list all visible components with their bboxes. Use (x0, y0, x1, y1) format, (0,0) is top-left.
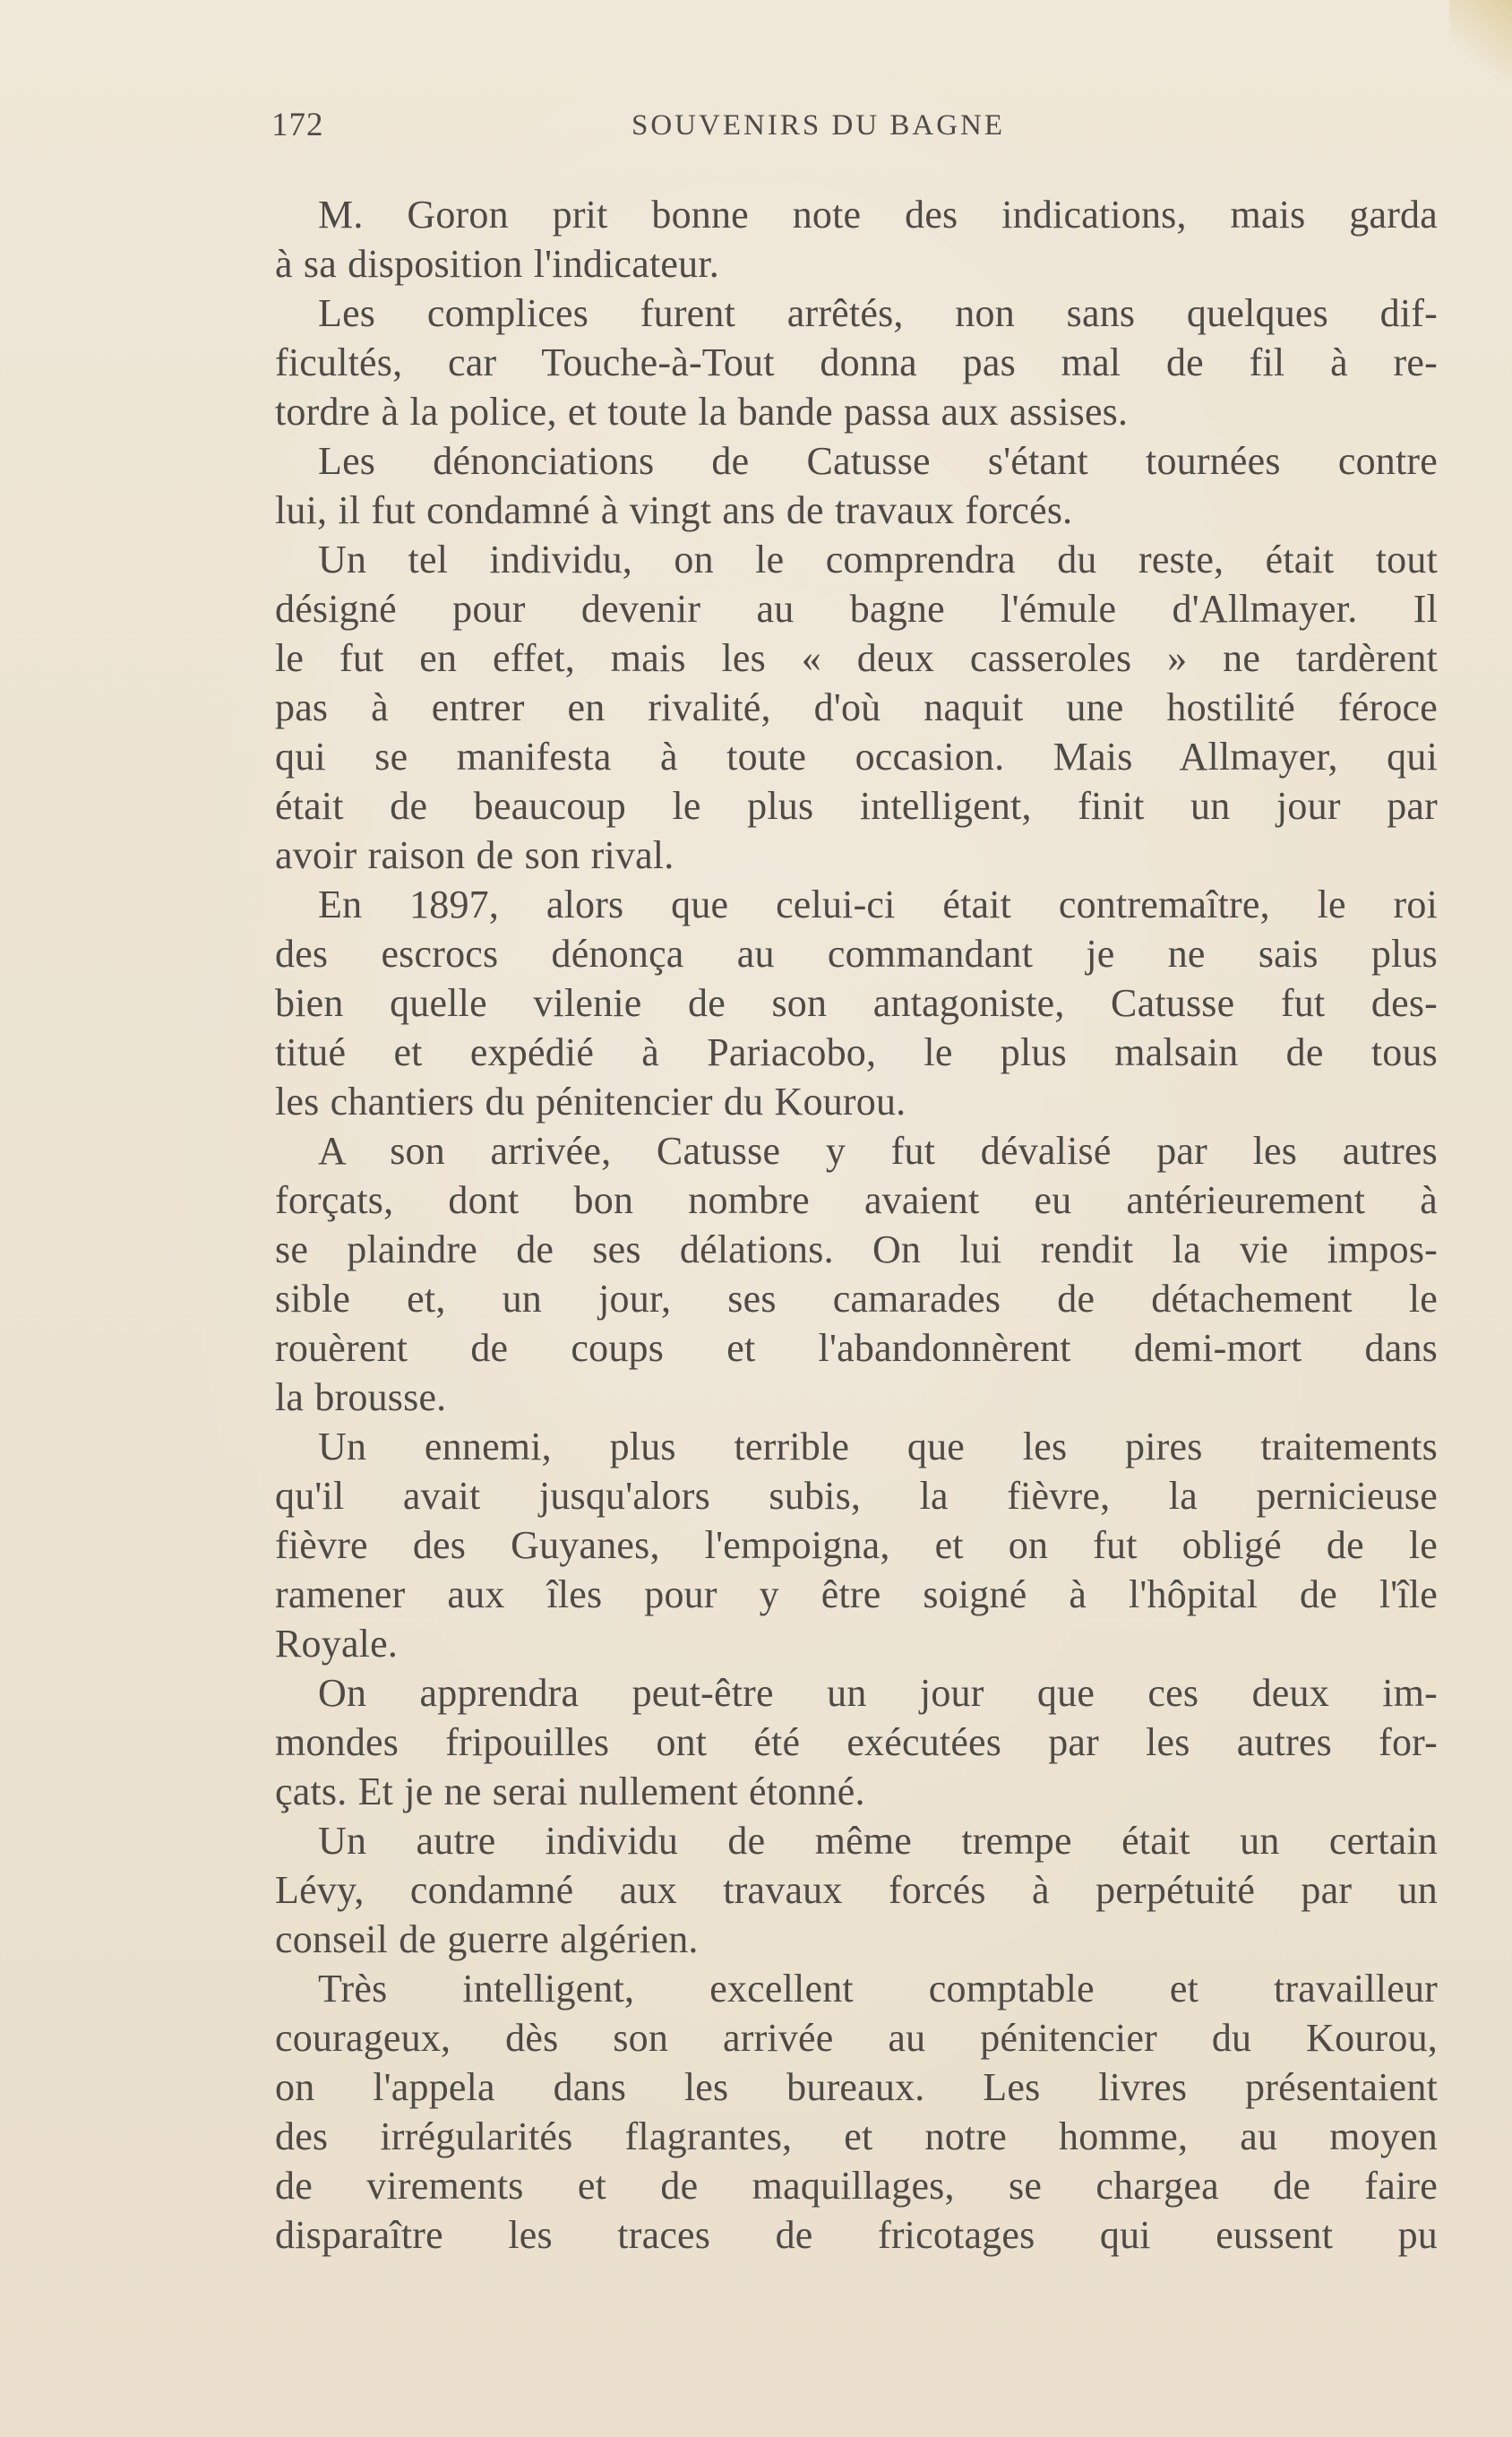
text-line: à sa disposition l'indicateur. (275, 242, 719, 286)
text-line: lui, il fut condamné à vingt ans de travaux forcés. (275, 488, 1073, 532)
text-line: M. Goron prit bonne note des indications, mais garda (318, 193, 1438, 237)
body-text (275, 190, 1438, 2260)
text-line: A son arrivée, Catusse y fut dévalisé par les autres (318, 1129, 1438, 1173)
text-line: on l'appela dans les bureaux. Les livres présentaient (275, 2065, 1438, 2109)
text-line: fièvre des Guyanes, l'empoigna, et on fut obligé de le (275, 1523, 1438, 1567)
running-title: SOUVENIRS DU BAGNE (631, 109, 1006, 142)
text-line: courageux, dès son arrivée au pénitencier du Kourou, (275, 2016, 1438, 2060)
text-line: Les complices furent arrêtés, non sans quelques dif- (318, 291, 1438, 335)
text-line: bien quelle vilenie de son antagoniste, Catusse fut des- (275, 981, 1438, 1025)
text-line: de virements et de maquillages, se chargea de faire (275, 2164, 1438, 2208)
text-line: qui se manifesta à toute occasion. Mais Allmayer, qui (275, 735, 1438, 779)
text-line: mondes fripouilles ont été exécutées par les autres for- (275, 1720, 1438, 1764)
text-line: ficultés, car Touche-à-Tout donna pas mal de fil à re- (275, 340, 1438, 384)
text-line: pas à entrer en rivalité, d'où naquit une hostilité féroce (275, 685, 1438, 729)
text-line: des escrocs dénonça au commandant je ne sais plus (275, 932, 1438, 976)
text-line: titué et expédié à Pariacobo, le plus malsain de tous (275, 1030, 1438, 1074)
text-line: Lévy, condamné aux travaux forcés à perpétuité par un (275, 1868, 1438, 1912)
text-line: Un ennemi, plus terrible que les pires traitements (318, 1425, 1438, 1468)
text-line: était de beaucoup le plus intelligent, finit un jour par (275, 784, 1438, 828)
text-line: rouèrent de coups et l'abandonnèrent demi-mort dans (275, 1326, 1438, 1370)
text-line: se plaindre de ses délations. On lui rendit la vie impos- (275, 1227, 1438, 1271)
text-line: avoir raison de son rival. (275, 833, 674, 877)
text-line: qu'il avait jusqu'alors subis, la fièvre, la pernicieuse (275, 1474, 1438, 1518)
text-line: On apprendra peut-être un jour que ces deux im- (318, 1671, 1438, 1715)
text-line: Un tel individu, on le comprendra du reste, était tout (318, 538, 1438, 581)
text-line: sible et, un jour, ses camarades de détachement le (275, 1277, 1438, 1321)
page-number: 172 (271, 107, 324, 143)
text-line: le fut en effet, mais les « deux casseroles » ne tardèrent (275, 636, 1438, 680)
text-line: forçats, dont bon nombre avaient eu antérieurement à (275, 1178, 1438, 1222)
text-line: çats. Et je ne serai nullement étonné. (275, 1770, 865, 1813)
text-line: la brousse. (275, 1375, 447, 1419)
text-line: conseil de guerre algérien. (275, 1917, 699, 1961)
text-line: ramener aux îles pour y être soigné à l'hôpital de l'île (275, 1572, 1438, 1616)
page-header (271, 103, 1257, 148)
text-line: Les dénonciations de Catusse s'étant tournées contre (318, 439, 1438, 483)
text-line: Un autre individu de même trempe était un certain (318, 1819, 1438, 1863)
text-line: Très intelligent, excellent comptable et travailleur (318, 1967, 1438, 2011)
text-line: désigné pour devenir au bagne l'émule d'Allmayer. Il (275, 587, 1438, 631)
text-line: tordre à la police, et toute la bande passa aux assises. (275, 390, 1129, 434)
text-line: les chantiers du pénitencier du Kourou. (275, 1080, 906, 1124)
text-line: Royale. (275, 1622, 399, 1666)
text-line: En 1897, alors que celui-ci était contremaître, le roi (318, 883, 1438, 926)
text-line: des irrégularités flagrantes, et notre homme, au moyen (275, 2114, 1438, 2158)
text-line: disparaître les traces de fricotages qui eussent pu (275, 2213, 1438, 2257)
